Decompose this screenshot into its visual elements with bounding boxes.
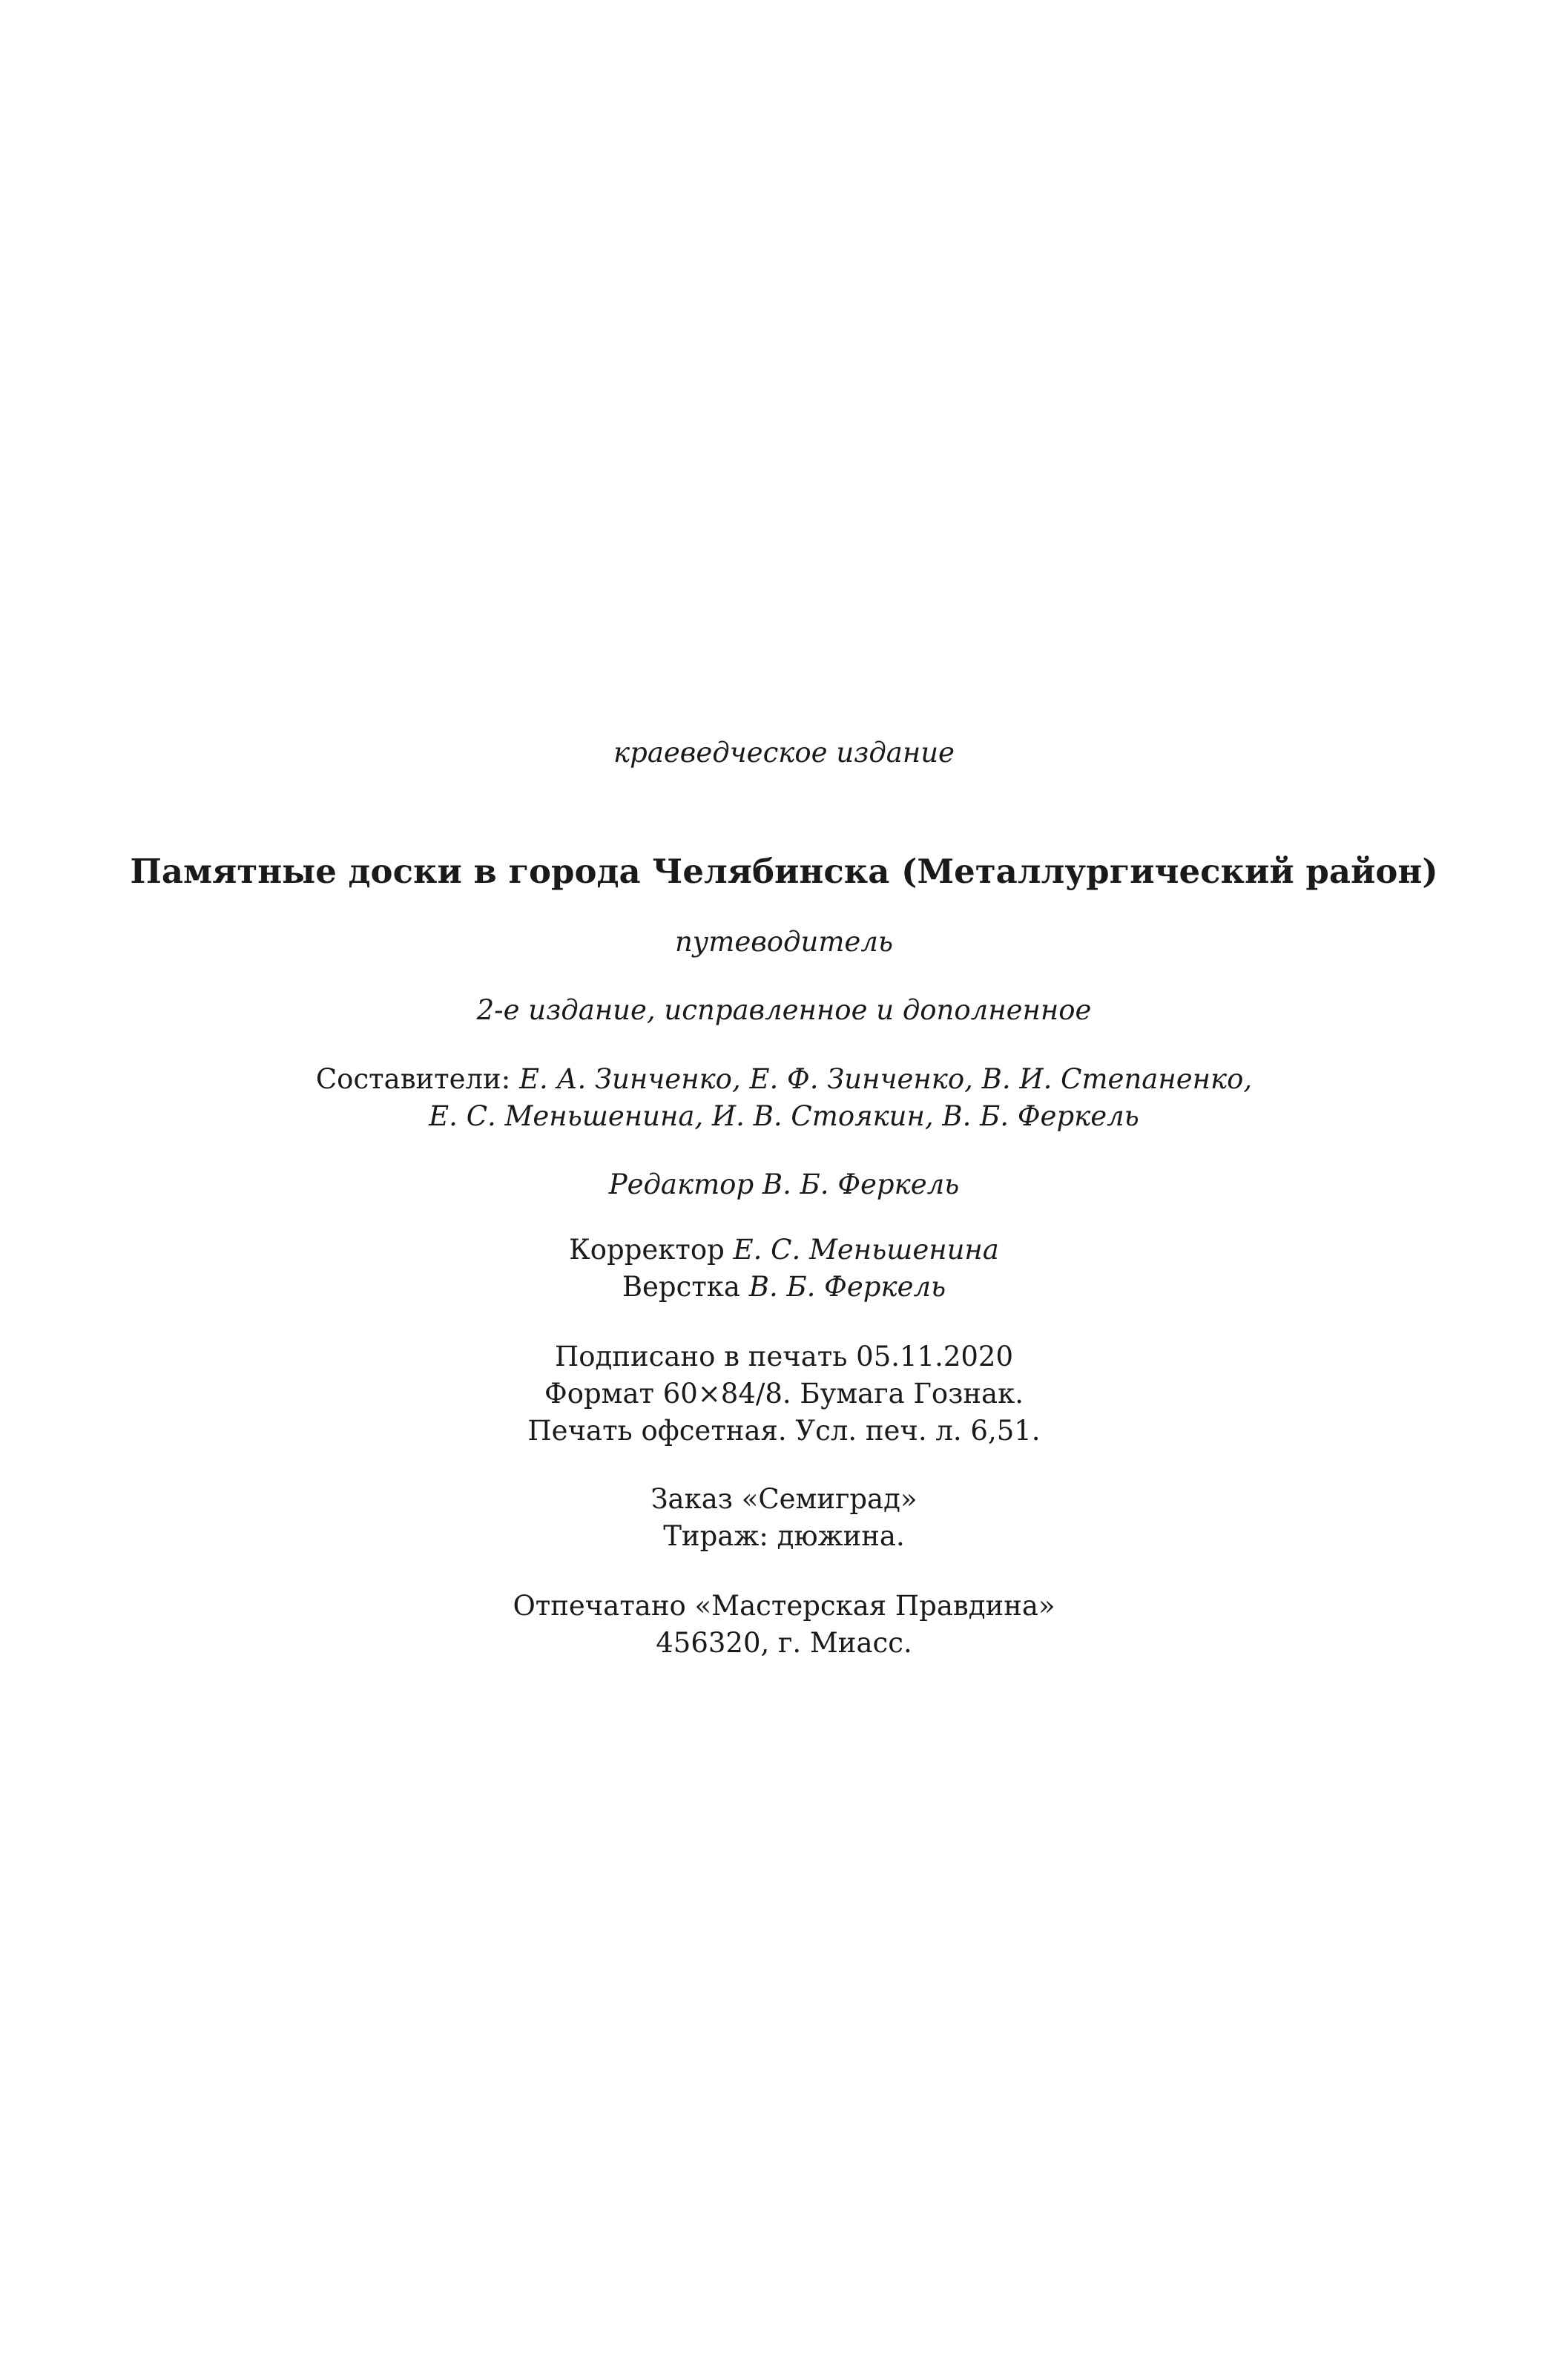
layout-credit [111,1269,1457,1306]
format-paper: Формат 60×84/8. Бумага Гознак. [544,1378,1024,1410]
corrector [111,1232,1457,1269]
edition-note: 2-е издание, исправленное и дополненное [476,994,1092,1026]
order-line: Заказ «Семиград» [650,1483,918,1515]
print-info [111,1338,1457,1450]
order-info [111,1481,1457,1555]
printed-by: Отпечатано «Мастерская Правдина» [513,1590,1055,1622]
genre: путеводитель [674,926,894,958]
edition-type: краеведческое издание [613,737,955,769]
printer-info [111,1588,1457,1662]
book-title: Памятные доски в города Челябинска (Металлургический район) [130,852,1438,891]
circulation: Тираж: дюжина. [663,1520,905,1552]
staff-credits [111,1232,1457,1306]
signed-date: Подписано в печать 05.11.2020 [554,1341,1013,1372]
printer-address: 456320, г. Миасс. [656,1627,912,1659]
layout-credit-name: В. Б. Феркель [748,1271,946,1303]
compilers-line-2: Е. С. Меньшенина, И. В. Стоякин, В. Б. Феркель [429,1100,1139,1132]
corrector-label: Корректор [569,1234,725,1266]
corrector-name: Е. С. Меньшенина [733,1234,999,1266]
layout-credit-label: Верстка [622,1271,740,1303]
compilers-label: Составители: [315,1063,511,1095]
compilers [111,1061,1457,1135]
editor: Редактор В. Б. Феркель [608,1168,960,1200]
compilers-line-1: Е. А. Зинченко, Е. Ф. Зинченко, В. И. Степаненко, [518,1063,1253,1095]
printing-type: Печать офсетная. Усл. печ. л. 6,51. [527,1415,1041,1447]
